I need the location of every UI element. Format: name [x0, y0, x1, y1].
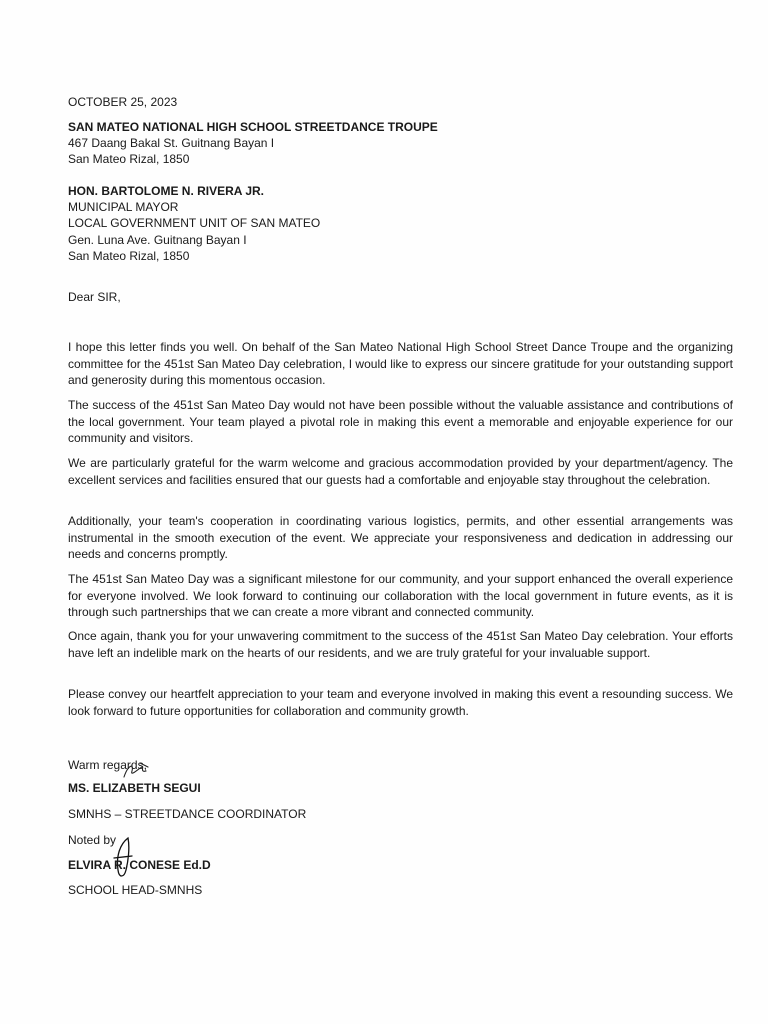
recipient-address-line2: San Mateo Rizal, 1850	[68, 249, 190, 263]
closing: Warm regards,	[68, 758, 147, 772]
sender-address-line1: 467 Daang Bakal St. Guitnang Bayan I	[68, 136, 275, 150]
signatory2-title: SCHOOL HEAD-SMNHS	[68, 883, 203, 897]
signatory1-title: SMNHS – STREETDANCE COORDINATOR	[68, 807, 307, 821]
recipient-title: MUNICIPAL MAYOR	[68, 200, 179, 214]
recipient-address-line1: Gen. Luna Ave. Guitnang Bayan I	[68, 233, 247, 247]
body-paragraph-4: Additionally, your team's cooperation in coordinating various logistics, permits, and other essential arrangements was instrumental in the smooth execution of the event. We appreciate your responsiveness and dedication in addressing our needs and concerns promptly.	[68, 514, 733, 562]
recipient-office: LOCAL GOVERNMENT UNIT OF SAN MATEO	[68, 216, 321, 230]
letter-date: OCTOBER 25, 2023	[68, 95, 178, 109]
body-paragraph-7: Please convey our heartfelt appreciation to your team and everyone involved in making this event a resounding success. We look forward to future opportunities for collaboration and community growth.	[68, 687, 733, 718]
noted-by-label: Noted by	[68, 833, 117, 847]
salutation: Dear SIR,	[68, 290, 121, 304]
body-paragraph-5: The 451st San Mateo Day was a significant milestone for our community, and your support enhanced the overall experience for everyone involved. We look forward to continuing our collaboration with the local government in future events, as it is through such partnerships that we can create a more vibrant and connected community.	[68, 572, 733, 620]
signatory2-name: ELVIRA R. CONESE Ed.D	[68, 858, 211, 872]
recipient-name: HON. BARTOLOME N. RIVERA JR.	[68, 184, 265, 198]
body-paragraph-6: Once again, thank you for your unwavering commitment to the success of the 451st San Mateo Day celebration. Your efforts have left an indelible mark on the hearts of our residents, and we are truly grateful for your invaluable support.	[68, 629, 733, 660]
sender-address-line2: San Mateo Rizal, 1850	[68, 152, 190, 166]
sender-name: SAN MATEO NATIONAL HIGH SCHOOL STREETDANCE TROUPE	[68, 120, 438, 134]
body-paragraph-1: I hope this letter finds you well. On behalf of the San Mateo National High School Street Dance Troupe and the organizing committee for the 451st San Mateo Day celebration, I would like to express our sincere gratitude for your outstanding support and generosity during this momentous occasion.	[68, 340, 733, 388]
signatory1-name: MS. ELIZABETH SEGUI	[68, 781, 201, 795]
body-paragraph-3: We are particularly grateful for the warm welcome and gracious accommodation provided by your department/agency. The excellent services and facilities ensured that our guests had a comfortable and enjoyable stay throughout the celebration.	[68, 456, 733, 487]
body-paragraph-2: The success of the 451st San Mateo Day would not have been possible without the valuable assistance and contributions of the local government. Your team played a pivotal role in making this event a memorable and enjoyable experience for our community and visitors.	[68, 398, 733, 446]
